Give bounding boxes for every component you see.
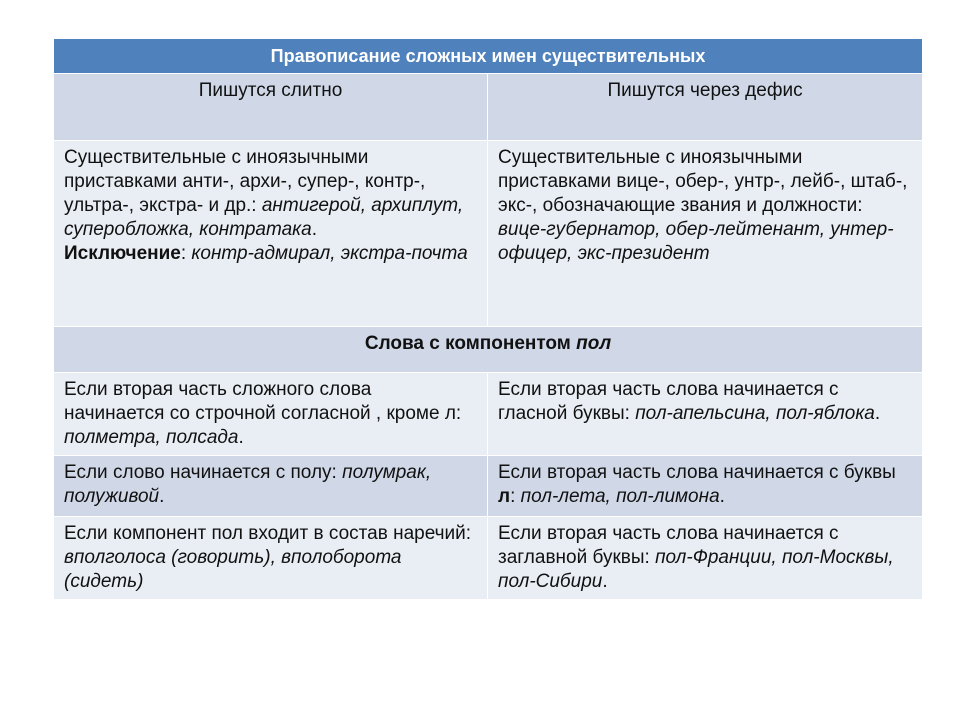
rule-cell-pol-l [488, 456, 923, 517]
rule-examples: пол-лета, пол-лимона [520, 486, 720, 507]
table-title: Правописание сложных имен существительных [54, 39, 923, 74]
rule-examples: полметра, полсада [64, 427, 239, 448]
rule-cell-pol-vowel [488, 373, 923, 456]
rule-examples: полумрак, полуживой [64, 462, 432, 507]
punctuation: . [874, 403, 881, 424]
punctuation: : [180, 243, 187, 264]
rule-cell-polu [54, 456, 488, 517]
rule-text: Существительные с иноязычными приставками вице-, обер-, унтр-, лейб-, штаб-, экс-, обозначающие звания и должности: [498, 147, 908, 216]
exception-examples: контр-адмирал, экстра-почта [191, 243, 468, 264]
table-row [54, 141, 923, 327]
section-label-italic: пол [576, 333, 612, 354]
section-label: Слова с компонентом [364, 333, 571, 354]
exception-label: Исключение [64, 243, 181, 264]
rule-text: Если вторая часть слова начинается с гласной буквы: [498, 379, 839, 424]
rule-examples: антигерой, архиплут, суперобложка, контратака [64, 195, 464, 240]
punctuation: . [719, 486, 725, 507]
rule-cell-prefix-hyphen [488, 141, 923, 327]
rule-bold-letter: л [498, 486, 511, 507]
column-header-hyphen: Пишутся через дефис [488, 74, 923, 141]
rule-examples: вице-губернатор, обер-лейтенант, унтер-офицер, экс-президент [498, 219, 894, 264]
rule-examples: вполголоса (говорить), вполоборота (сидеть) [64, 547, 402, 592]
table-row [54, 517, 923, 600]
spelling-rules-table [53, 38, 923, 600]
column-header-row [54, 74, 923, 141]
rule-text: Если компонент пол входит в состав наречий: [64, 523, 472, 544]
punctuation: . [238, 427, 244, 448]
punctuation: . [311, 219, 317, 240]
column-header-together: Пишутся слитно [54, 74, 488, 141]
rule-examples: пол-апельсина, пол-яблока [635, 403, 875, 424]
table-title-row [54, 39, 923, 74]
punctuation: . [159, 486, 165, 507]
rule-text: Если вторая часть слова начинается с буквы [498, 462, 896, 483]
rule-cell-pol-adverb [54, 517, 488, 600]
section-header-pol [54, 327, 923, 373]
rule-text: Если вторая часть сложного слова начинается со строчной согласной , кроме л: [64, 379, 462, 424]
punctuation: . [602, 571, 608, 592]
table-row [54, 373, 923, 456]
rule-cell-pol-capital [488, 517, 923, 600]
rule-text: Если вторая часть слова начинается с заглавной буквы: [498, 523, 839, 568]
rule-text: Если слово начинается с полу: [64, 462, 337, 483]
rule-examples: пол-Франции, пол-Москвы, пол-Сибири [498, 547, 894, 592]
rule-text: Существительные с иноязычными приставками анти-, архи-, супер-, контр-, ультра-, экстра- и др.: [64, 147, 426, 216]
rule-cell-pol-consonant [54, 373, 488, 456]
punctuation: : [510, 486, 516, 507]
section-header-row [54, 327, 923, 373]
rule-cell-prefix-together [54, 141, 488, 327]
table-row [54, 456, 923, 517]
